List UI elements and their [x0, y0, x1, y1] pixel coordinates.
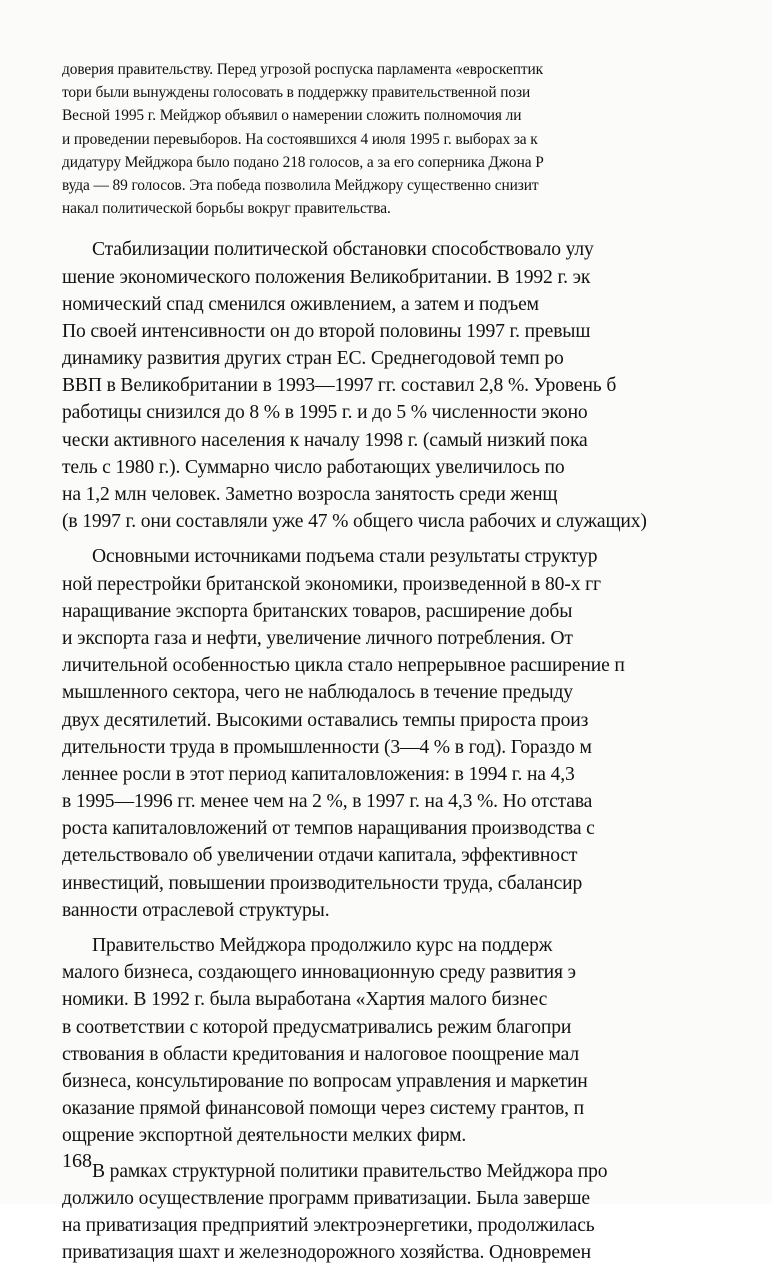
paragraph-2 — [62, 543, 772, 924]
text-line: Правительство Мейджора продолжило курс на поддерж — [62, 932, 772, 959]
text-line: леннее росли в этот период капиталовложения: в 1994 г. на 4,3 — [62, 761, 772, 788]
text-line: дительности труда в промышленности (3—4 % в год). Гораздо м — [62, 734, 772, 761]
text-line: приватизация шахт и железнодорожного хозяйства. Одновремен — [62, 1239, 772, 1266]
text-line: накал политической борьбы вокруг правительства. — [62, 197, 772, 220]
text-line: В рамках структурной политики правительство Мейджора про — [62, 1158, 772, 1185]
text-line: на приватизация предприятий электроэнергетики, продолжилась — [62, 1212, 772, 1239]
text-line: тель с 1980 г.). Суммарно число работающих увеличилось по — [62, 454, 772, 481]
text-line: дидатуру Мейджора было подано 218 голосов, а за его соперника Джона Р — [62, 151, 772, 174]
text-line: По своей интенсивности он до второй половины 1997 г. превыш — [62, 318, 772, 345]
text-line: на 1,2 млн человек. Заметно возросла занятость среди женщ — [62, 481, 772, 508]
paragraph-3 — [62, 932, 772, 1150]
text-line: тори были вынуждены голосовать в поддержку правительственной пози — [62, 81, 772, 104]
text-line: Стабилизации политической обстановки способствовало улу — [62, 236, 772, 263]
paragraph-1 — [62, 236, 772, 535]
text-line: наращивание экспорта британских товаров, расширение добы — [62, 598, 772, 625]
text-line: и экспорта газа и нефти, увеличение личного потребления. От — [62, 625, 772, 652]
top-paragraph — [62, 58, 772, 220]
text-line: ВВП в Великобритании в 1993—1997 гг. составил 2,8 %. Уровень б — [62, 372, 772, 399]
text-line: ствования в области кредитования и налоговое поощрение мал — [62, 1041, 772, 1068]
text-line: детельствовало об увеличении отдачи капитала, эффективност — [62, 842, 772, 869]
text-line: чески активного населения к началу 1998 г. (самый низкий пока — [62, 427, 772, 454]
page-number: 168 — [62, 1150, 92, 1173]
text-line: малого бизнеса, создающего инновационную среду развития э — [62, 959, 772, 986]
text-line: и проведении перевыборов. На состоявшихся 4 июля 1995 г. выборах за к — [62, 128, 772, 151]
text-line: вуда — 89 голосов. Эта победа позволила Мейджору существенно снизит — [62, 174, 772, 197]
text-line: инвестиций, повышении производительности труда, сбалансир — [62, 870, 772, 897]
text-line: работицы снизился до 8 % в 1995 г. и до 5 % численности эконо — [62, 399, 772, 426]
text-line: номический спад сменился оживлением, а затем и подъем — [62, 291, 772, 318]
text-line: ощрение экспортной деятельности мелких фирм. — [62, 1122, 772, 1149]
text-line: (в 1997 г. они составляли уже 47 % общего числа рабочих и служащих) — [62, 508, 772, 535]
text-line: оказание прямой финансовой помощи через систему грантов, п — [62, 1095, 772, 1122]
text-line: двух десятилетий. Высокими оставались темпы прироста произ — [62, 707, 772, 734]
text-line: ной перестройки британской экономики, произведенной в 80-х гг — [62, 571, 772, 598]
text-line: в соответствии с которой предусматривались режим благопри — [62, 1014, 772, 1041]
paragraph-4 — [62, 1158, 772, 1266]
text-line: доверия правительству. Перед угрозой роспуска парламента «евроскептик — [62, 58, 772, 81]
text-line: Основными источниками подъема стали результаты структур — [62, 543, 772, 570]
text-line: номики. В 1992 г. была выработана «Хартия малого бизнес — [62, 986, 772, 1013]
text-line: мышленного сектора, чего не наблюдалось в течение предыду — [62, 679, 772, 706]
text-line: должило осуществление программ приватизации. Была заверше — [62, 1185, 772, 1212]
text-line: Весной 1995 г. Мейджор объявил о намерении сложить полномочия ли — [62, 104, 772, 127]
text-line: личительной особенностью цикла стало непрерывное расширение п — [62, 652, 772, 679]
text-line: динамику развития других стран ЕС. Среднегодовой темп ро — [62, 345, 772, 372]
text-line: роста капиталовложений от темпов наращивания производства с — [62, 815, 772, 842]
text-line: шение экономического положения Великобритании. В 1992 г. эк — [62, 264, 772, 291]
text-line: бизнеса, консультирование по вопросам управления и маркетин — [62, 1068, 772, 1095]
page-text — [62, 58, 772, 1266]
text-line: ванности отраслевой структуры. — [62, 897, 772, 924]
text-line: в 1995—1996 гг. менее чем на 2 %, в 1997 г. на 4,3 %. Но отстава — [62, 788, 772, 815]
